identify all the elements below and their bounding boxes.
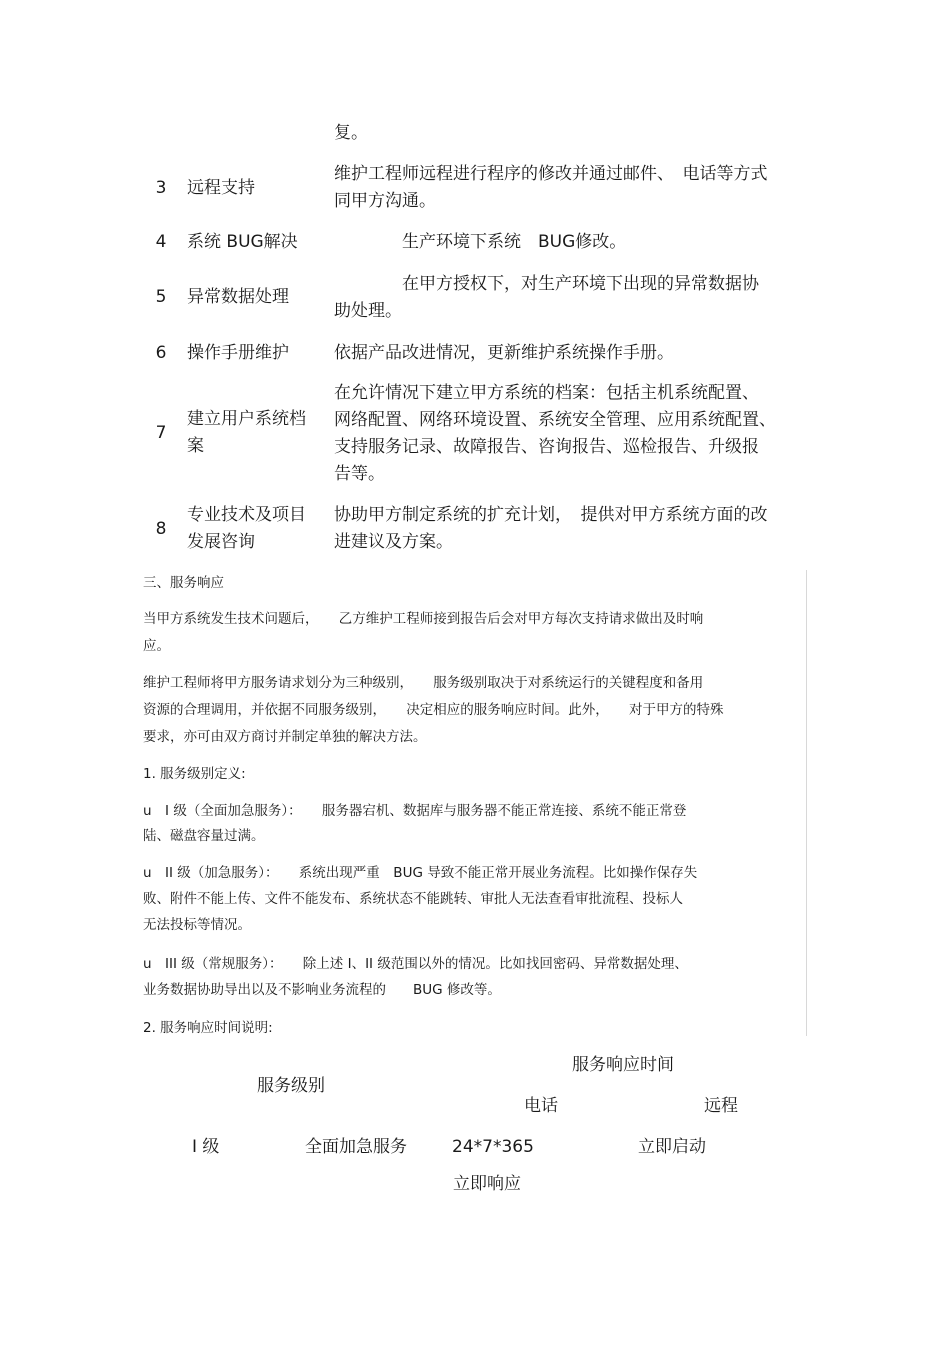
row-item: 专业技术及项目 bbox=[187, 505, 306, 525]
resp-row-type: 全面加急服务 bbox=[305, 1137, 407, 1157]
resp-row-remote: 立即启动 bbox=[638, 1137, 706, 1157]
row-desc-line: 助处理。 bbox=[334, 301, 402, 321]
resp-header-level: 服务级别 bbox=[257, 1076, 325, 1096]
level3-line: u III 级（常规服务）： 除上述 I、II 级范围以外的情况。比如找回密码、异常数据处理、 bbox=[143, 956, 688, 972]
paragraph-line: 当甲方系统发生技术问题后， 乙方维护工程师接到报告后会对甲方每次支持请求做出及时响 bbox=[143, 611, 704, 627]
row-desc-line: 在允许情况下建立甲方系统的档案：包括主机系统配置、 bbox=[334, 383, 759, 403]
paragraph-line: 要求，亦可由双方商讨并制定单独的解决方法。 bbox=[143, 729, 427, 745]
row-desc-line: 协助甲方制定系统的扩充计划， 提供对甲方系统方面的改 bbox=[334, 505, 768, 525]
paragraph-line: 应。 bbox=[143, 638, 170, 654]
row-number: 6 bbox=[155, 343, 167, 363]
resp-row-phone-note: 立即响应 bbox=[453, 1174, 521, 1194]
resp-header-remote: 远程 bbox=[704, 1096, 738, 1116]
resp-row-level: I 级 bbox=[192, 1137, 220, 1157]
row-desc-line: 进建议及方案。 bbox=[334, 532, 453, 552]
row-number: 3 bbox=[155, 178, 167, 198]
row-desc-line: 依据产品改进情况，更新维护系统操作手册。 bbox=[334, 343, 674, 363]
level1-line: u I 级（全面加急服务）： 服务器宕机、数据库与服务器不能正常连接、系统不能正常登 bbox=[143, 803, 687, 819]
row-number: 8 bbox=[155, 519, 167, 539]
row-item: 操作手册维护 bbox=[187, 343, 289, 363]
row-desc-line: 生产环境下系统 BUG修改。 bbox=[334, 232, 627, 252]
resp-header-time: 服务响应时间 bbox=[572, 1055, 674, 1075]
resp-header-phone: 电话 bbox=[524, 1096, 558, 1116]
row-item: 案 bbox=[187, 436, 204, 456]
level2-line: 无法投标等情况。 bbox=[143, 917, 251, 933]
row-item: 建立用户系统档 bbox=[187, 409, 306, 429]
level2-line: 败、附件不能上传、文件不能发布、系统状态不能跳转、审批人无法查看审批流程、投标人 bbox=[143, 891, 683, 907]
row-number: 5 bbox=[155, 287, 167, 307]
row-desc-line: 在甲方授权下，对生产环境下出现的异常数据协 bbox=[334, 274, 759, 294]
subheading-response-time: 2. 服务响应时间说明: bbox=[143, 1020, 273, 1036]
row-desc-line: 网络配置、网络环境设置、系统安全管理、应用系统配置、 bbox=[334, 410, 776, 430]
row-desc-line: 维护工程师远程进行程序的修改并通过邮件、 电话等方式 bbox=[334, 164, 768, 184]
row-desc-line: 同甲方沟通。 bbox=[334, 191, 436, 211]
row-item: 异常数据处理 bbox=[187, 287, 289, 307]
subheading-service-levels: 1. 服务级别定义: bbox=[143, 766, 246, 782]
paragraph-line: 资源的合理调用，并依据不同服务级别， 决定相应的服务响应时间。此外， 对于甲方的特殊 bbox=[143, 702, 724, 718]
resp-row-phone: 24*7*365 bbox=[452, 1137, 534, 1157]
row2-desc-continuation: 复。 bbox=[334, 123, 368, 143]
section-border bbox=[806, 570, 807, 1036]
row-number: 7 bbox=[155, 423, 167, 443]
section-heading: 三、服务响应 bbox=[143, 575, 224, 591]
level2-line: u II 级（加急服务）： 系统出现严重 BUG 导致不能正常开展业务流程。比如操作保存失 bbox=[143, 865, 698, 881]
level1-line: 陆、磁盘容量过满。 bbox=[143, 828, 265, 844]
row-item: 系统 BUG解决 bbox=[187, 232, 298, 252]
paragraph-line: 维护工程师将甲方服务请求划分为三种级别， 服务级别取决于对系统运行的关键程度和备用 bbox=[143, 675, 704, 691]
row-item: 发展咨询 bbox=[187, 532, 255, 552]
level3-line: 业务数据协助导出以及不影响业务流程的 BUG 修改等。 bbox=[143, 982, 501, 998]
row-number: 4 bbox=[155, 232, 167, 252]
row-desc-line: 支持服务记录、故障报告、咨询报告、巡检报告、升级报 bbox=[334, 437, 759, 457]
row-desc-line: 告等。 bbox=[334, 464, 385, 484]
row-item: 远程支持 bbox=[187, 178, 255, 198]
